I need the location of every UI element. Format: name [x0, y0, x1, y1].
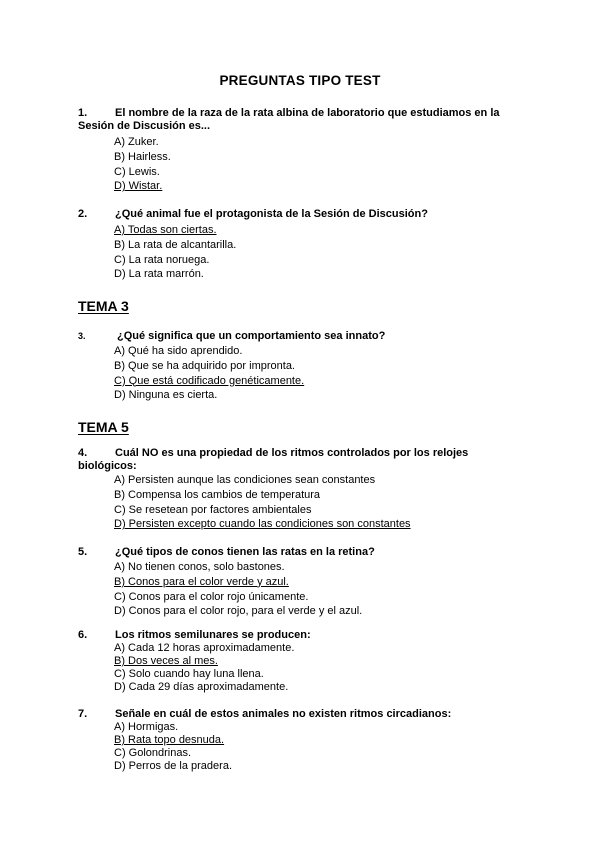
answer-option: B) Compensa los cambios de temperatura — [114, 488, 321, 501]
answer-option: C) Conos para el color rojo únicamente. — [114, 590, 309, 603]
question-text: Los ritmos semilunares se producen: — [115, 629, 311, 641]
correct-answer-option: D) Persisten excepto cuando las condiciones son constantes — [114, 518, 411, 531]
question-header — [78, 447, 518, 473]
question-header — [78, 708, 518, 721]
section-heading-tema-5: TEMA 5 — [78, 419, 129, 435]
answer-option: D) La rata marrón. — [114, 268, 204, 281]
answer-option: C) Lewis. — [114, 165, 160, 178]
answer-options — [78, 223, 518, 282]
answer-options — [78, 473, 518, 532]
answer-options — [78, 560, 518, 619]
answer-option: C) Solo cuando hay luna llena. — [114, 668, 264, 680]
question-number: 7. — [78, 708, 88, 720]
question-number: 6. — [78, 629, 88, 641]
answer-options — [78, 642, 518, 694]
question-header — [78, 546, 518, 559]
answer-option: C) Se resetean por factores ambientales — [114, 503, 312, 516]
answer-option: B) Hairless. — [114, 150, 171, 163]
question-header — [78, 208, 518, 221]
correct-answer-option: B) Conos para el color verde y azul. — [114, 575, 289, 588]
page-title: PREGUNTAS TIPO TEST — [219, 73, 381, 88]
question-number: 4. — [78, 447, 88, 459]
correct-answer-option: B) Dos veces al mes. — [114, 655, 218, 667]
answer-options — [78, 135, 518, 194]
question-header — [78, 629, 518, 642]
question-header — [78, 330, 518, 343]
question-text: ¿Qué significa que un comportamiento sea innato? — [117, 330, 386, 342]
question-2 — [78, 208, 518, 282]
question-text: El nombre de la raza de la rata albina de laboratorio que estudiamos en la Sesión de Discusión es... — [78, 107, 500, 132]
answer-option: D) Cada 29 días aproximadamente. — [114, 681, 289, 693]
question-number: 3. — [78, 331, 86, 341]
question-5 — [78, 546, 518, 619]
answer-option: D) Ninguna es cierta. — [114, 389, 218, 402]
question-text: Cuál NO es una propiedad de los ritmos controlados por los relojes biológicos: — [78, 447, 469, 472]
section-heading-tema-3: TEMA 3 — [78, 298, 129, 314]
question-text: ¿Qué tipos de conos tienen las ratas en la retina? — [115, 546, 375, 558]
answer-options — [78, 721, 518, 773]
answer-option: C) Golondrinas. — [114, 747, 192, 759]
correct-answer-option: A) Todas son ciertas. — [114, 224, 217, 236]
answer-option: B) Que se ha adquirido por impronta. — [114, 359, 295, 372]
question-number: 1. — [78, 107, 88, 119]
question-text: Señale en cuál de estos animales no existen ritmos circadianos: — [115, 708, 452, 720]
correct-answer-option: D) Wistar. — [114, 180, 163, 193]
correct-answer-option: C) Que está codificado genéticamente. — [114, 374, 305, 387]
question-number: 5. — [78, 546, 88, 558]
question-7 — [78, 708, 518, 773]
correct-answer-option: B) Rata topo desnuda. — [114, 734, 225, 746]
question-number: 2. — [78, 208, 88, 220]
answer-option: A) No tienen conos, solo bastones. — [114, 561, 285, 573]
question-header — [78, 107, 518, 133]
question-1 — [78, 107, 518, 194]
answer-option: A) Persisten aunque las condiciones sean constantes — [114, 474, 376, 486]
answer-options — [78, 344, 518, 403]
answer-option: A) Hormigas. — [114, 721, 179, 733]
question-3 — [78, 330, 518, 403]
answer-option: A) Zuker. — [114, 136, 159, 148]
answer-option: B) La rata de alcantarilla. — [114, 238, 237, 251]
question-6 — [78, 629, 518, 694]
question-text: ¿Qué animal fue el protagonista de la Sesión de Discusión? — [115, 208, 428, 220]
question-4 — [78, 447, 518, 532]
answer-option: D) Perros de la pradera. — [114, 760, 232, 772]
answer-option: A) Qué ha sido aprendido. — [114, 345, 243, 357]
answer-option: C) La rata noruega. — [114, 253, 210, 266]
answer-option: A) Cada 12 horas aproximadamente. — [114, 642, 295, 654]
answer-option: D) Conos para el color rojo, para el verde y el azul. — [114, 605, 363, 618]
